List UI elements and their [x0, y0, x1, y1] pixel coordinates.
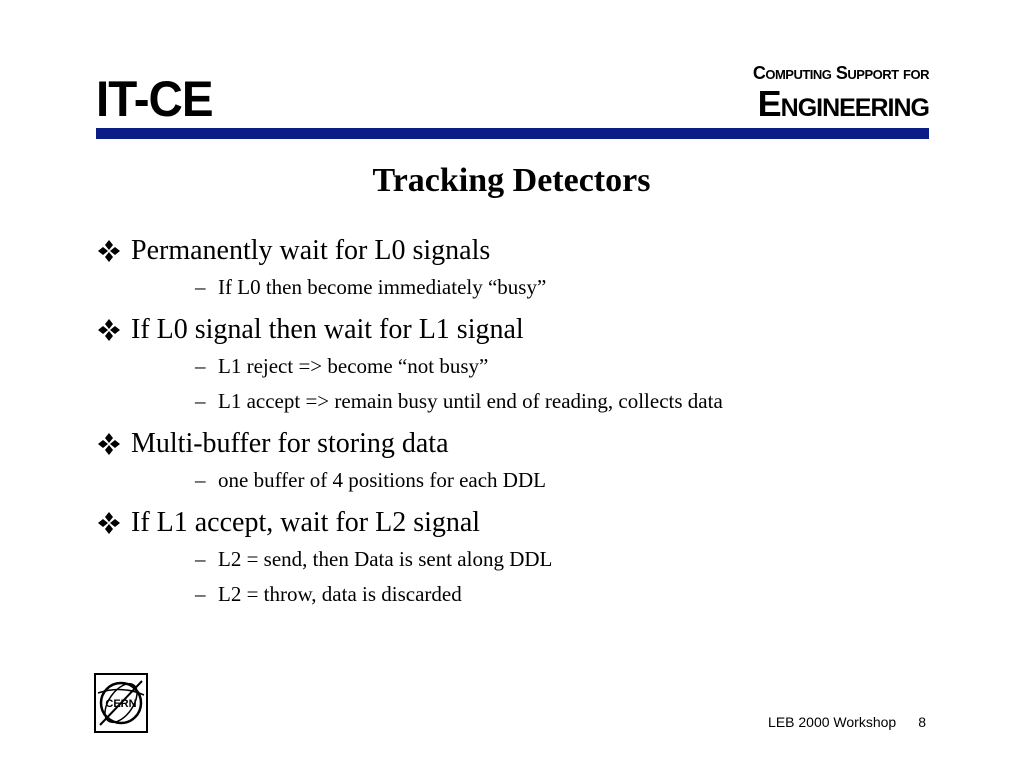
- sub-text: one buffer of 4 positions for each DDL: [218, 468, 546, 492]
- brand-line-2: Engineering: [757, 83, 929, 124]
- sub-text: L1 reject => become “not busy”: [218, 354, 489, 378]
- brand-it-ce: IT-CE: [96, 71, 213, 127]
- bullet-text: Multi-buffer for storing data: [131, 428, 449, 459]
- sub-item: [96, 349, 936, 384]
- sub-item: [96, 384, 936, 419]
- footer-event: LEB 2000 Workshop: [768, 714, 897, 730]
- bullet-list: [96, 228, 936, 612]
- bullet-text: If L1 accept, wait for L2 signal: [131, 507, 481, 538]
- sub-text: L2 = send, then Data is sent along DDL: [218, 547, 553, 571]
- four-diamond-icon: [96, 317, 122, 343]
- sub-dash: –: [195, 468, 206, 492]
- sub-text: If L0 then become immediately “busy”: [218, 275, 547, 299]
- bullet-item: [96, 232, 936, 270]
- sub-item: [96, 542, 936, 577]
- sub-text: L2 = throw, data is discarded: [218, 582, 462, 606]
- slide-title: Tracking Detectors: [372, 162, 651, 199]
- sub-dash: –: [195, 275, 206, 299]
- sub-dash: –: [195, 389, 206, 413]
- bullet-item: [96, 425, 936, 463]
- footer: [768, 713, 926, 731]
- bullet-item: [96, 311, 936, 349]
- page-number: 8: [918, 714, 926, 730]
- sub-item: [96, 270, 936, 305]
- four-diamond-icon: [96, 431, 122, 457]
- brand-computing-support: [753, 62, 929, 124]
- four-diamond-icon: [96, 510, 122, 536]
- sub-dash: –: [195, 547, 206, 571]
- cern-logo-text: CERN: [105, 698, 137, 710]
- bullet-text: Permanently wait for L0 signals: [131, 235, 491, 266]
- sub-dash: –: [195, 354, 206, 378]
- brand-line-1: Computing Support for: [752, 63, 929, 83]
- sub-item: [96, 463, 936, 498]
- bullet-text: If L0 signal then wait for L1 signal: [131, 314, 524, 345]
- header-rule: [96, 128, 929, 139]
- cern-logo-icon: [94, 673, 148, 733]
- sub-dash: –: [195, 582, 206, 606]
- four-diamond-icon: [96, 238, 122, 264]
- sub-item: [96, 577, 936, 612]
- sub-text: L1 accept => remain busy until end of reading, collects data: [218, 389, 723, 413]
- bullet-item: [96, 504, 936, 542]
